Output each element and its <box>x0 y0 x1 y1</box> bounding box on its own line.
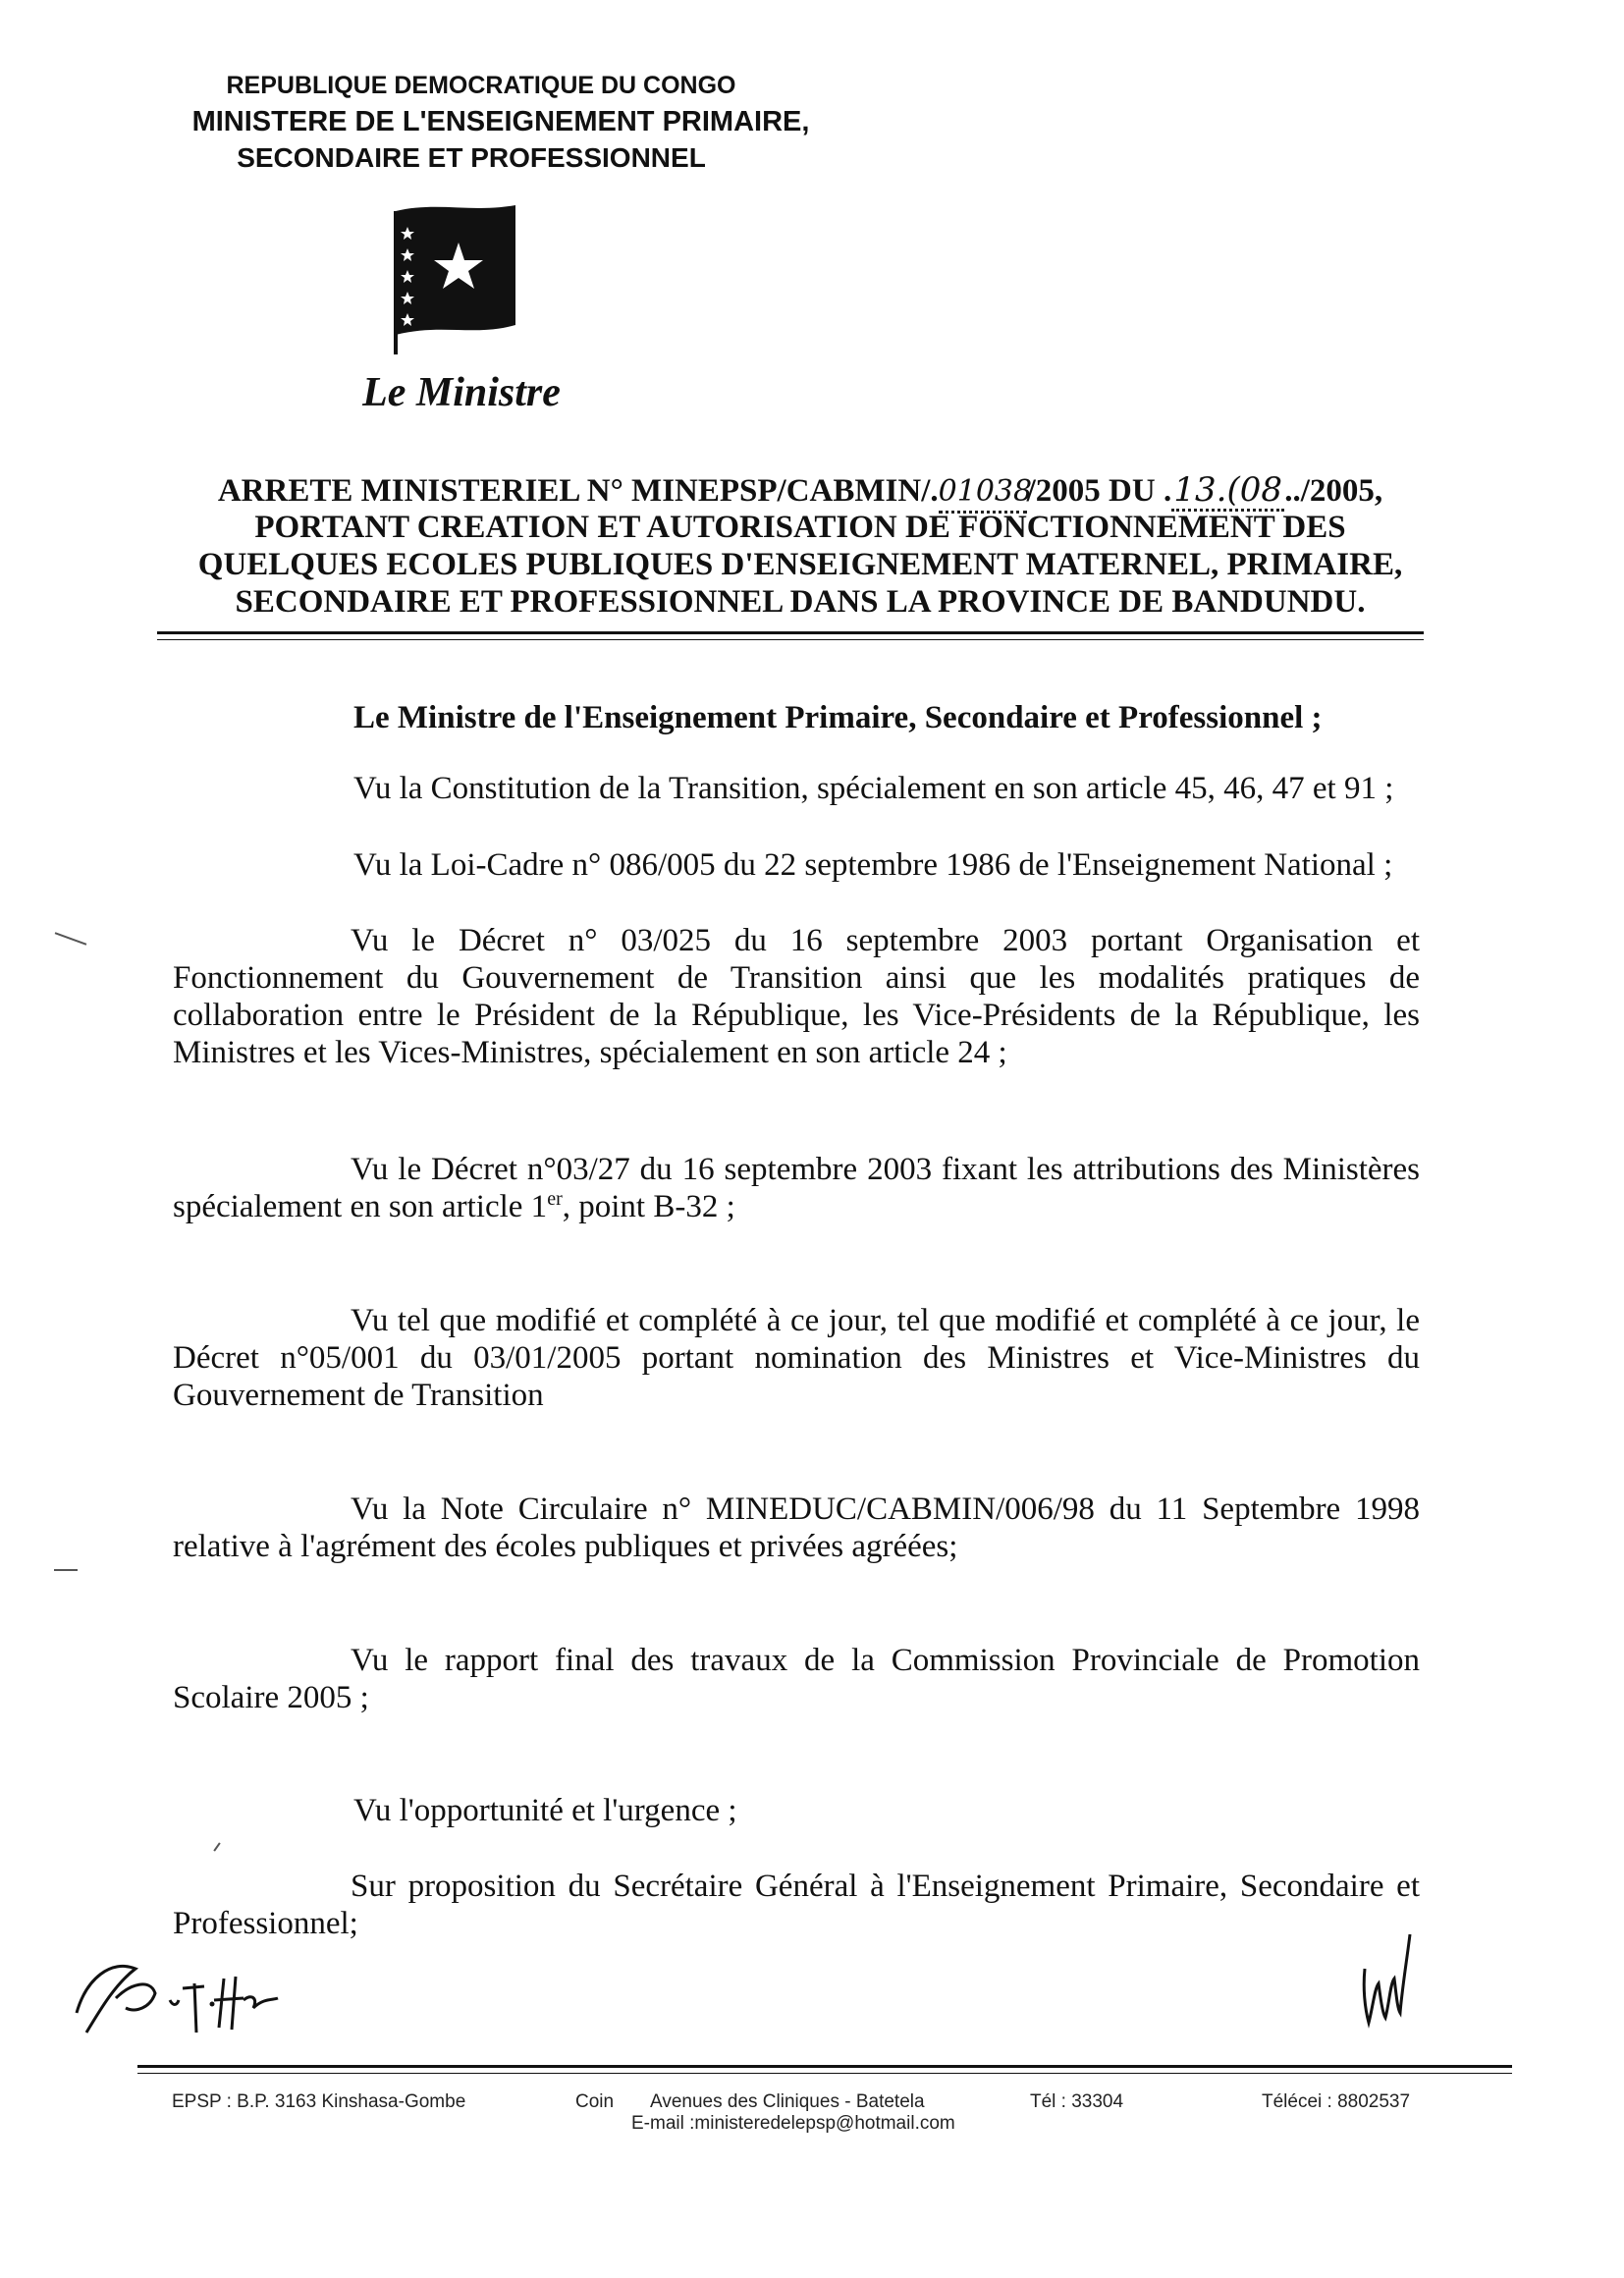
decree-title-line-4: SECONDAIRE ET PROFESSIONNEL DANS LA PROVINCE DE BANDUNDU. <box>235 584 1366 620</box>
decree-title-line-2: PORTANT CREATION ET AUTORISATION DE FONCTIONNEMENT DES <box>254 510 1346 545</box>
ministry-line-2: SECONDAIRE ET PROFESSIONNEL <box>237 142 706 173</box>
paragraph-decret-03-27 <box>173 1151 1420 1225</box>
intro-line: Le Ministre de l'Enseignement Primaire, Secondaire et Professionnel ; <box>353 700 1323 735</box>
flag-emblem-icon <box>388 199 520 354</box>
decree-title-prefix: ARRETE MINISTERIEL N° MINEPSP/CABMIN/. <box>217 473 939 509</box>
footer-telecel: Télécei : 8802537 <box>1262 2091 1411 2112</box>
footer-tel: Tél : 33304 <box>1030 2091 1124 2112</box>
footer-avenues: Avenues des Cliniques - Batetela <box>650 2091 925 2112</box>
signature-initials-left <box>57 1939 293 2047</box>
title-divider <box>157 631 1424 634</box>
footer-corner: Coin <box>575 2091 615 2112</box>
footer-divider <box>137 2065 1512 2068</box>
scan-mark <box>55 932 87 946</box>
footer-divider-thin <box>137 2073 1512 2074</box>
signature-initials-right <box>1353 1929 1422 2037</box>
title-divider-thin <box>157 639 1424 640</box>
decree-title-suffix: ../2005, <box>1284 473 1383 509</box>
paragraph-constitution: Vu la Constitution de la Transition, spécialement en son article 45, 46, 47 et 91 ; <box>353 771 1394 806</box>
footer-email: E-mail :ministeredelepsp@hotmail.com <box>631 2113 955 2134</box>
footer-address: EPSP : B.P. 3163 Kinshasa-Gombe <box>172 2091 466 2112</box>
ministry-line-1: MINISTERE DE L'ENSEIGNEMENT PRIMAIRE, <box>191 106 810 137</box>
minister-title: Le Ministre <box>362 370 561 415</box>
decree-number-handwritten: 01038 <box>939 473 1027 514</box>
paragraph-decret-03-27-end: , point B-32 ; <box>562 1189 735 1224</box>
paragraph-rapport-final: Vu le rapport final des travaux de la Commission Provinciale de Promotion Scolaire 2005 ; <box>173 1643 1420 1715</box>
paragraph-proposition: Sur proposition du Secrétaire Général à l'Enseignement Primaire, Secondaire et Professionnel; <box>173 1869 1420 1941</box>
country-name: REPUBLIQUE DEMOCRATIQUE DU CONGO <box>226 72 736 99</box>
paragraph-decret-03-025: Vu le Décret n° 03/025 du 16 septembre 2003 portant Organisation et Fonctionnement du Gouvernement de Transition ainsi que les modalités pratiques de collaboration entre le Président de la République, les Vice-Présidents de la République, les Ministres et les Vices-Ministres, spécialement en son article 24 ; <box>173 923 1420 1070</box>
paragraph-decret-03-27-text: Vu le Décret n°03/27 du 16 septembre 2003 fixant les attributions des Ministères spécialement en son article 1 <box>173 1152 1420 1224</box>
scan-mark <box>213 1842 220 1851</box>
paragraph-note-circulaire: Vu la Note Circulaire n° MINEDUC/CABMIN/006/98 du 11 Septembre 1998 relative à l'agrément des écoles publiques et privées agréées; <box>173 1492 1420 1564</box>
scan-mark <box>54 1569 78 1571</box>
decree-title-line-3: QUELQUES ECOLES PUBLIQUES D'ENSEIGNEMENT MATERNEL, PRIMAIRE, <box>197 547 1403 582</box>
paragraph-loi-cadre: Vu la Loi-Cadre n° 086/005 du 22 septembre 1986 de l'Enseignement National ; <box>353 847 1393 883</box>
decree-title-mid: /2005 DU . <box>1026 473 1172 509</box>
decree-date-handwritten: 13.(08 <box>1171 471 1284 512</box>
decree-title-line-1 <box>177 471 1424 514</box>
ordinal-superscript: er <box>547 1188 563 1210</box>
paragraph-opportunite: Vu l'opportunité et l'urgence ; <box>353 1793 737 1828</box>
paragraph-decret-05-001: Vu tel que modifié et complété à ce jour, tel que modifié et complété à ce jour, le Décret n°05/001 du 03/01/2005 portant nomination des Ministres et Vice-Ministres du Gouvernement de Transition <box>173 1303 1420 1413</box>
